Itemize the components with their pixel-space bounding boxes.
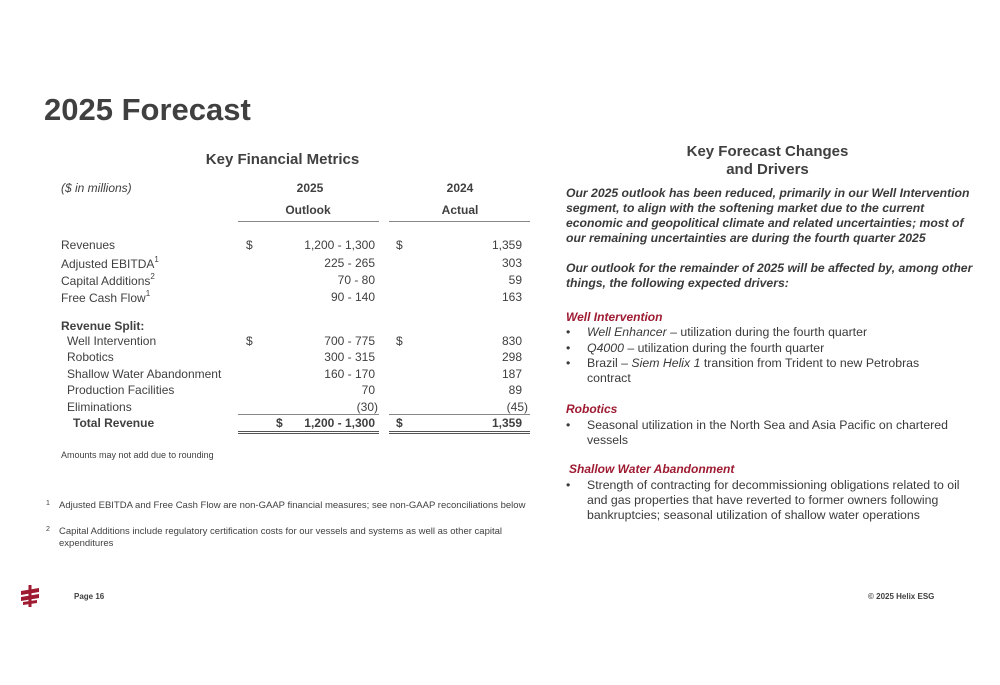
rounding-note: Amounts may not add due to rounding bbox=[61, 450, 214, 460]
currency-symbol: $ bbox=[396, 334, 403, 348]
currency-symbol: $ bbox=[396, 238, 403, 252]
row-label: Adjusted EBITDA$^1$ bbox=[61, 255, 159, 271]
row-label: Shallow Water Abandonment bbox=[67, 367, 222, 381]
total-double-rule-2025b bbox=[238, 433, 379, 434]
outlook-value: 300 - 315 bbox=[324, 350, 375, 364]
row-label: Capital Additions$^2$ bbox=[61, 272, 155, 288]
outlook-value: 225 - 265 bbox=[324, 256, 375, 270]
currency-symbol: $ bbox=[396, 416, 403, 430]
table-row bbox=[0, 256, 540, 272]
actual-value: 303 bbox=[501, 256, 522, 270]
copyright: © 2025 Helix ESG bbox=[868, 592, 935, 601]
outlook-value: 700 - 775 bbox=[324, 334, 375, 348]
bullet-item: • Brazil – Siem Helix 1 transition from Trident to new Petrobras contract bbox=[566, 356, 920, 385]
section-shallow-water-abandonment: Shallow Water Abandonment bbox=[569, 462, 735, 476]
bullet-icon: • bbox=[566, 325, 571, 339]
subtotal-rule-2025 bbox=[238, 414, 379, 415]
outlook-value: 90 - 140 bbox=[330, 290, 375, 304]
section-robotics: Robotics bbox=[566, 402, 618, 416]
actual-value: 298 bbox=[501, 350, 522, 364]
currency-symbol: $ bbox=[246, 334, 253, 348]
subtotal-rule-2024 bbox=[389, 414, 530, 415]
total-actual-value: 1,359 bbox=[491, 416, 522, 430]
intro-paragraph-1: Our 2025 outlook has been reduced, primarily in our Well Intervention segment, to align with the softening market due to the current economic and geopolitical climate and related uncertainties; most of our remaining uncertainties are during the fourth quarter 2025 bbox=[566, 186, 970, 245]
outlook-value: 160 - 170 bbox=[324, 367, 375, 381]
footnote-number: 1 bbox=[46, 500, 50, 507]
row-label: Well Intervention bbox=[67, 334, 157, 348]
total-double-rule-2024b bbox=[389, 433, 530, 434]
table-row bbox=[0, 238, 540, 254]
actual-value: 187 bbox=[501, 367, 522, 381]
col-2024-year: 2024 bbox=[446, 181, 474, 195]
total-row bbox=[0, 416, 540, 432]
actual-value: 89 bbox=[508, 383, 522, 397]
actual-value: (45) bbox=[506, 400, 528, 414]
key-forecast-changes-heading: Key Forecast Changes and Drivers bbox=[686, 143, 849, 178]
footnote-text: Adjusted EBITDA and Free Cash Flow are non-GAAP financial measures; see non-GAAP reconciliations below bbox=[59, 500, 526, 511]
outlook-value: 70 bbox=[361, 383, 375, 397]
revenue-split-heading: Revenue Split: bbox=[61, 319, 145, 333]
bullet-icon: • bbox=[566, 341, 571, 355]
bullet-item: • Seasonal utilization in the North Sea and Asia Pacific on chartered vessels bbox=[566, 418, 948, 447]
row-label: Free Cash Flow$^1$ bbox=[61, 289, 151, 305]
bullet-item: • Well Enhancer – utilization during the fourth quarter bbox=[566, 325, 868, 339]
footnote-2 bbox=[46, 526, 536, 550]
bullet-item: • Q4000 – utilization during the fourth quarter bbox=[566, 341, 825, 355]
col-2025-label: Outlook bbox=[285, 203, 331, 217]
outlook-value: 70 - 80 bbox=[337, 273, 375, 287]
table-row bbox=[0, 273, 540, 289]
row-label: Revenues bbox=[61, 238, 116, 252]
row-label: Robotics bbox=[67, 350, 114, 364]
footnote-number: 2 bbox=[46, 526, 50, 533]
col-2024-label: Actual bbox=[441, 203, 479, 217]
bullet-item: • Strength of contracting for decommissioning obligations related to oil and gas properties that have reverted to former owners following bankruptcies; seasonal utilization of shallow water operations bbox=[566, 478, 960, 522]
row-label: Eliminations bbox=[67, 400, 132, 414]
outlook-value: 1,200 - 1,300 bbox=[304, 238, 375, 252]
table-row bbox=[0, 383, 540, 399]
total-double-rule-2024 bbox=[389, 431, 530, 432]
col-2025-rule bbox=[238, 221, 379, 222]
page-title: 2025 Forecast bbox=[44, 92, 251, 127]
total-double-rule-2025 bbox=[238, 431, 379, 432]
units-label: ($ in millions) bbox=[61, 181, 132, 195]
currency-symbol: $ bbox=[246, 238, 253, 252]
actual-value: 830 bbox=[501, 334, 522, 348]
key-financial-metrics-heading: Key Financial Metrics bbox=[205, 151, 360, 168]
helix-logo-icon bbox=[19, 585, 41, 607]
table-row bbox=[0, 350, 540, 366]
footnote-1 bbox=[46, 500, 536, 512]
currency-symbol: $ bbox=[276, 416, 283, 430]
bullet-icon: • bbox=[566, 418, 571, 432]
actual-value: 59 bbox=[508, 273, 522, 287]
table-row bbox=[0, 367, 540, 383]
bullet-icon: • bbox=[566, 478, 571, 492]
row-label: Production Facilities bbox=[67, 383, 175, 397]
outlook-value: (30) bbox=[356, 400, 378, 414]
actual-value: 163 bbox=[501, 290, 522, 304]
table-row bbox=[0, 334, 540, 350]
section-well-intervention: Well Intervention bbox=[566, 310, 663, 324]
col-2025-year: 2025 bbox=[296, 181, 324, 195]
intro-paragraph-2: Our outlook for the remainder of 2025 will be affected by, among other things, the following expected drivers: bbox=[566, 261, 973, 290]
page-number: Page 16 bbox=[74, 592, 105, 601]
actual-value: 1,359 bbox=[491, 238, 522, 252]
col-2024-rule bbox=[389, 221, 530, 222]
bullet-icon: • bbox=[566, 356, 571, 370]
total-outlook-value: 1,200 - 1,300 bbox=[304, 416, 375, 430]
total-label: Total Revenue bbox=[73, 416, 155, 430]
table-row bbox=[0, 290, 540, 306]
footnote-text: Capital Additions include regulatory certification costs for our vessels and systems as well as other capital expenditures bbox=[59, 526, 503, 549]
